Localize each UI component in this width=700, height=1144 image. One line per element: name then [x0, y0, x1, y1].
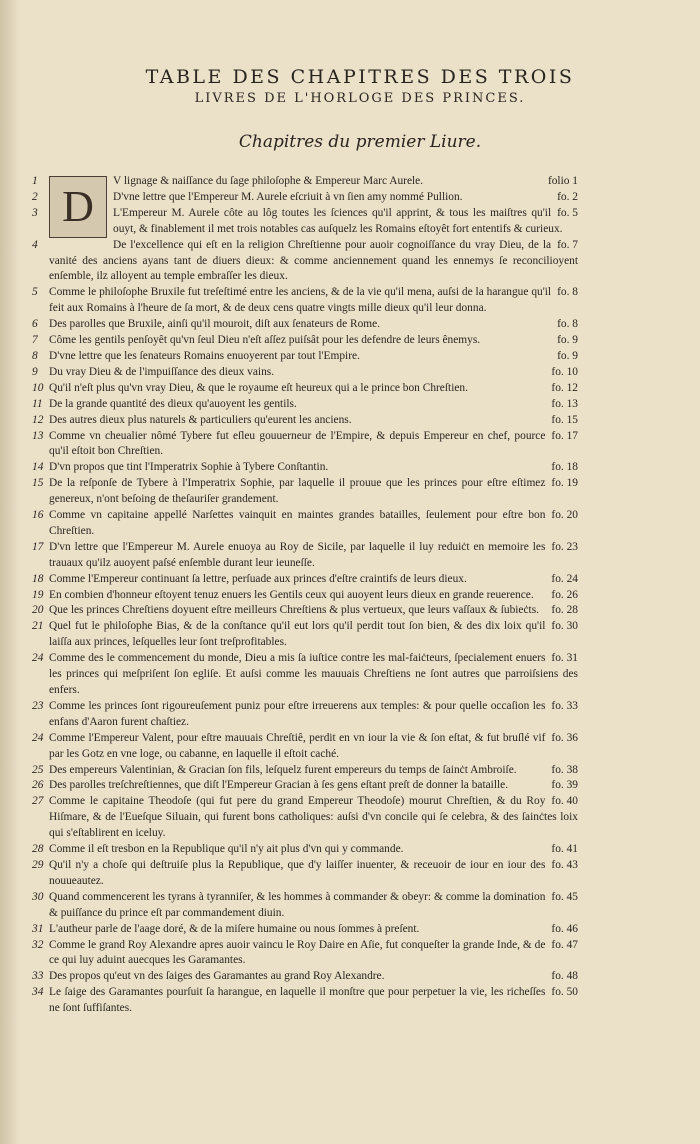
chapter-title: Des parolles treſchreſtiennes, que diſt l'Empereur Gracian à ſes gens eſtant preſt de donner la bataille.	[49, 779, 509, 792]
folio-reference: fo. 28	[551, 604, 578, 617]
chapter-entry	[32, 333, 578, 349]
folio-reference: fo. 45	[551, 890, 578, 903]
folio-reference: fo. 10	[551, 365, 578, 378]
chapter-title: L'autheur parle de l'aage doré, & de la miſere humaine ou nous ſommes à preſent.	[49, 922, 420, 935]
chapter-number: 28	[32, 843, 44, 856]
chapter-entry	[32, 922, 578, 938]
folio-reference: fo. 40	[551, 795, 578, 808]
folio-reference: fo. 46	[551, 922, 578, 935]
folio-reference: fo. 20	[551, 509, 578, 522]
chapter-number: 12	[32, 413, 44, 426]
section-heading: Chapitres du premier Liure.	[238, 132, 482, 152]
chapter-number: 6	[32, 318, 38, 331]
folio-reference: fo. 9	[557, 349, 578, 362]
chapter-entry	[32, 731, 578, 763]
chapter-number: 23	[32, 699, 44, 712]
folio-reference: fo. 15	[551, 413, 578, 426]
folio-reference: fo. 23	[551, 540, 578, 553]
folio-reference: fo. 7	[557, 238, 578, 251]
chapter-number: 24	[32, 731, 44, 744]
chapter-entry	[32, 381, 578, 397]
chapter-entry	[32, 699, 578, 731]
chapter-entry	[32, 619, 578, 651]
chapter-number: 19	[32, 588, 44, 601]
chapter-number: 1	[32, 175, 38, 187]
chapter-number: 13	[32, 429, 44, 442]
chapter-title: De la reſponſe de Tybere à l'Imperatrix Sophie, par laquelle il prouue que les princes pour eſtre eſtimez genereux, n'ont beſoing de theſauriſer grandement.	[49, 477, 546, 506]
chapter-entry	[32, 794, 578, 842]
chapter-entry	[32, 429, 578, 461]
folio-reference: fo. 17	[551, 429, 578, 442]
chapter-entry	[32, 238, 578, 286]
chapter-number: 11	[32, 397, 43, 410]
chapter-entry	[32, 460, 578, 476]
page-gutter-shadow	[0, 0, 20, 1144]
folio-reference: folio 1	[547, 175, 578, 187]
folio-reference: fo. 19	[551, 477, 578, 490]
chapter-title: Comme il eſt tresbon en la Republique qu'il n'y ait plus d'vn qui y commande.	[49, 843, 404, 856]
chapter-number: 32	[32, 938, 44, 951]
chapter-title: De l'excellence qui eſt en la religion Chreſtienne pour auoir cognoiſſance du vray Dieu, de la vanité des anciens ayans tant de diuers dieux: & comme anciennement quand les ennemys ſe reconcilioyent enſemble, ilz alloyent au temple embraſſer les dieux.	[49, 238, 578, 283]
chapter-title: Des propos qu'eut vn des ſaiges des Garamantes au grand Roy Alexandre.	[49, 970, 385, 983]
chapter-entry	[32, 858, 578, 890]
chapter-title: D'vne lettre que les ſenateurs Romains enuoyerent par tout l'Empire.	[49, 349, 360, 362]
folio-reference: fo. 13	[551, 397, 578, 410]
folio-reference: fo. 5	[557, 206, 578, 219]
ornamental-initial: D	[49, 176, 107, 238]
chapter-title: D'vn propos que tint l'Imperatrix Sophie à Tybere Conſtantin.	[49, 461, 329, 474]
chapter-title: De la grande quantité des dieux qu'auoyent les gentils.	[49, 397, 297, 410]
chapter-entry	[32, 397, 578, 413]
chapter-title: Que les princes Chreſtiens doyuent eſtre meilleurs Chreſtiens & plus vertueux, que leurs vaſſaux & ſubieċts.	[49, 604, 539, 617]
chapter-number: 27	[32, 795, 44, 808]
folio-reference: fo. 12	[551, 381, 578, 394]
folio-reference: fo. 39	[551, 779, 578, 792]
chapter-title: Des autres dieux plus naturels & particuliers qu'eurent les anciens.	[49, 413, 352, 426]
chapter-title: Des empereurs Valentinian, & Gracian ſon fils, leſquelz furent empereurs du temps de ſainċt Ambroiſe.	[49, 763, 517, 776]
chapter-number: 14	[32, 461, 44, 474]
chapter-number: 3	[32, 206, 38, 219]
chapter-number: 5	[32, 286, 38, 299]
chapter-number: 25	[32, 763, 44, 776]
chapter-entry	[32, 190, 578, 206]
chapter-number: 31	[32, 922, 44, 935]
chapter-number: 29	[32, 858, 44, 871]
chapter-entry	[32, 842, 578, 858]
chapter-entry	[32, 985, 578, 1017]
chapter-title: Quand commencerent les tyrans à tyranniſer, & les hommes à commander & obeyr: & comme la domination & puiſſance du prince eſt par commandement diuin.	[49, 890, 546, 919]
folio-reference: fo. 43	[551, 858, 578, 871]
folio-reference: fo. 2	[557, 190, 578, 203]
chapter-entry	[32, 285, 578, 317]
chapter-title: Quel fut le philoſophe Bias, & de la conſtance qu'il eut lors qu'il perdit tout ſon bien, & des dix loix qu'il laiſſa aux princes, leſquelles leur ſont treſprofitables.	[49, 620, 546, 649]
chapter-entry	[32, 763, 578, 779]
page-title: TABLE DES CHAPITRES DES TROIS	[145, 66, 575, 88]
chapter-number: 30	[32, 890, 44, 903]
folio-reference: fo. 8	[557, 286, 578, 299]
chapter-title: Qu'il n'y a choſe qui deſtruiſe plus la Republique, que d'y laiſſer inuenter, & receuoir de iour en iour des nouueautez.	[49, 858, 546, 887]
chapter-number: 20	[32, 604, 44, 617]
chapter-number: 16	[32, 509, 44, 522]
chapter-entry	[32, 413, 578, 429]
chapter-title: Qu'il n'eſt plus qu'vn vray Dieu, & que le royaume eſt heureux qui a le prince bon Chreſtien.	[49, 381, 468, 394]
chapter-entry	[32, 540, 578, 572]
chapter-entry	[32, 778, 578, 794]
chapter-number: 26	[32, 779, 44, 792]
chapter-title: L'Empereur M. Aurele côte au lôg toutes les ſciences qu'il apprint, & tous les maiſtres qu'il ouyt, & finablement il met trois notables cas auſquelz les Romains eſtoyêt fort ententifs & curieux.	[113, 206, 563, 235]
folio-reference: fo. 50	[551, 986, 578, 999]
chapter-entry	[32, 572, 578, 588]
chapter-title: Le ſaige des Garamantes pourſuit ſa harangue, en laquelle il monſtre que pour perpetuer la vie, les richeſſes ne ſont ſuffiſantes.	[49, 986, 546, 1015]
chapter-title: Côme les gentils penſoyêt qu'vn ſeul Dieu n'eſt aſſez puiſsât pour les defendre de leurs ênemys.	[49, 334, 481, 347]
folio-reference: fo. 36	[551, 731, 578, 744]
chapter-title: En combien d'honneur eſtoyent tenuz enuers les Gentils ceux qui auoyent leurs dieux en grande reuerence.	[49, 588, 534, 601]
chapter-title: Comme vn capitaine appellé Narſettes vainquit en maintes grandes batailles, ſeulement pour eſtre bon Chreſtien.	[49, 509, 546, 537]
folio-reference: fo. 31	[551, 652, 578, 665]
folio-reference: fo. 41	[551, 843, 578, 856]
chapter-entry	[32, 651, 578, 699]
chapter-entry	[32, 938, 578, 970]
chapter-number: 18	[32, 572, 44, 585]
chapter-title: Comme le capitaine Theodoſe (qui fut pere du grand Empereur Theodoſe) mourut Chreſtien, & du Roy Hiſmare, & de l'Eueſque Siluain, qui furent bons catholiques: auſsi d'vn concile qui ſe celebra, & des ſainċtes loix qui s'eſtablirent en iceluy.	[49, 795, 578, 840]
chapter-entry	[32, 206, 578, 238]
chapter-number: 15	[32, 477, 44, 490]
chapter-entry	[32, 969, 578, 985]
chapter-title: Comme les princes ſont rigoureuſement puniz pour eſtre irreuerens aux temples: & pour quelle occaſion les enfans d'Aaron furent chaſtiez.	[49, 699, 546, 728]
chapter-number: 34	[32, 986, 44, 999]
folio-reference: fo. 48	[551, 970, 578, 983]
chapter-title: Du vray Dieu & de l'impuiſſance des dieux vains.	[49, 365, 275, 378]
chapter-number: 24	[32, 652, 44, 665]
chapter-title: Comme l'Empereur continuant ſa lettre, perſuade aux princes d'eſtre craintifs de leurs dieux.	[49, 572, 467, 585]
chapter-number: 2	[32, 190, 38, 203]
chapter-number: 21	[32, 620, 44, 633]
chapter-title: D'vn lettre que l'Empereur M. Aurele enuoya au Roy de Sicile, par laquelle il luy reduiċt en memoire les trauaux qu'ilz auoyent paſsé enſemble durant leur ieuneſſe.	[49, 540, 546, 569]
folio-reference: fo. 33	[551, 699, 578, 712]
chapter-title: Comme le philoſophe Bruxile fut treſeſtimé entre les anciens, & de la vie qu'il mena, auſsi de la harangue qu'il feit aux Romains à l'heure de ſa mort, & de deux cens quatre vingts mille dieux qu'il leur donna.	[49, 286, 552, 315]
chapter-number: 4	[32, 238, 38, 251]
chapter-entry	[32, 476, 578, 508]
chapter-title: Comme l'Empereur Valent, pour eſtre mauuais Chreſtiê, perdit en vn iour la vie & ſon eſtat, & fut bruſlé vif par les Gotz en vne loge, ou cabanne, en laquelle il eſtoit caché.	[49, 731, 546, 760]
folio-reference: fo. 8	[557, 318, 578, 331]
chapter-title: D'vne lettre que l'Empereur M. Aurele eſcriuit à vn ſien amy nommé Pullion.	[113, 190, 463, 203]
chapter-number: 8	[32, 349, 38, 362]
folio-reference: fo. 18	[551, 461, 578, 474]
chapter-number: 9	[32, 365, 38, 378]
folio-reference: fo. 26	[551, 588, 578, 601]
chapter-number: 33	[32, 970, 44, 983]
chapter-number: 10	[32, 381, 44, 394]
page-title-line2: LIVRES DE L'HORLOGE DES PRINCES.	[194, 91, 526, 106]
chapter-entry	[32, 349, 578, 365]
chapter-entry	[32, 508, 578, 540]
chapter-entry	[32, 603, 578, 619]
chapter-entry	[32, 317, 578, 333]
chapter-list	[32, 174, 578, 1017]
chapter-entry	[32, 890, 578, 922]
chapter-entry	[32, 365, 578, 381]
chapter-title: Des parolles que Bruxile, ainſi qu'il mouroit, diſt aux ſenateurs de Rome.	[49, 318, 381, 331]
folio-reference: fo. 24	[551, 572, 578, 585]
chapter-title: Comme vn cheualier nômé Tybere fut eſleu gouuerneur de l'Empire, & depuis Empereur en chef, pource qu'il eſtoit bon Chreſtien.	[49, 429, 546, 458]
chapter-number: 7	[32, 334, 38, 347]
chapter-number: 17	[32, 540, 44, 553]
folio-reference: fo. 38	[551, 763, 578, 776]
folio-reference: fo. 30	[551, 620, 578, 633]
folio-reference: fo. 9	[557, 334, 578, 347]
chapter-title: V lignage & naiſſance du ſage philoſophe & Empereur Marc Aurele.	[113, 175, 424, 187]
chapter-title: Comme le grand Roy Alexandre apres auoir vaincu le Roy Daire en Aſie, fut conqueſter la grande Inde, & de ce qui luy aduint auecques les Garamantes.	[49, 938, 546, 967]
chapter-title: Comme des le commencement du monde, Dieu a mis ſa iuſtice contre les mal-faiċteurs, ſpecialement enuers les princes qui meſpriſent ſon egliſe. Et auſsi comme les mauuais Chreſtiens ne ſont autres que parroiſsiens des enfers.	[49, 652, 578, 696]
chapter-entry	[32, 588, 578, 604]
folio-reference: fo. 47	[551, 938, 578, 951]
